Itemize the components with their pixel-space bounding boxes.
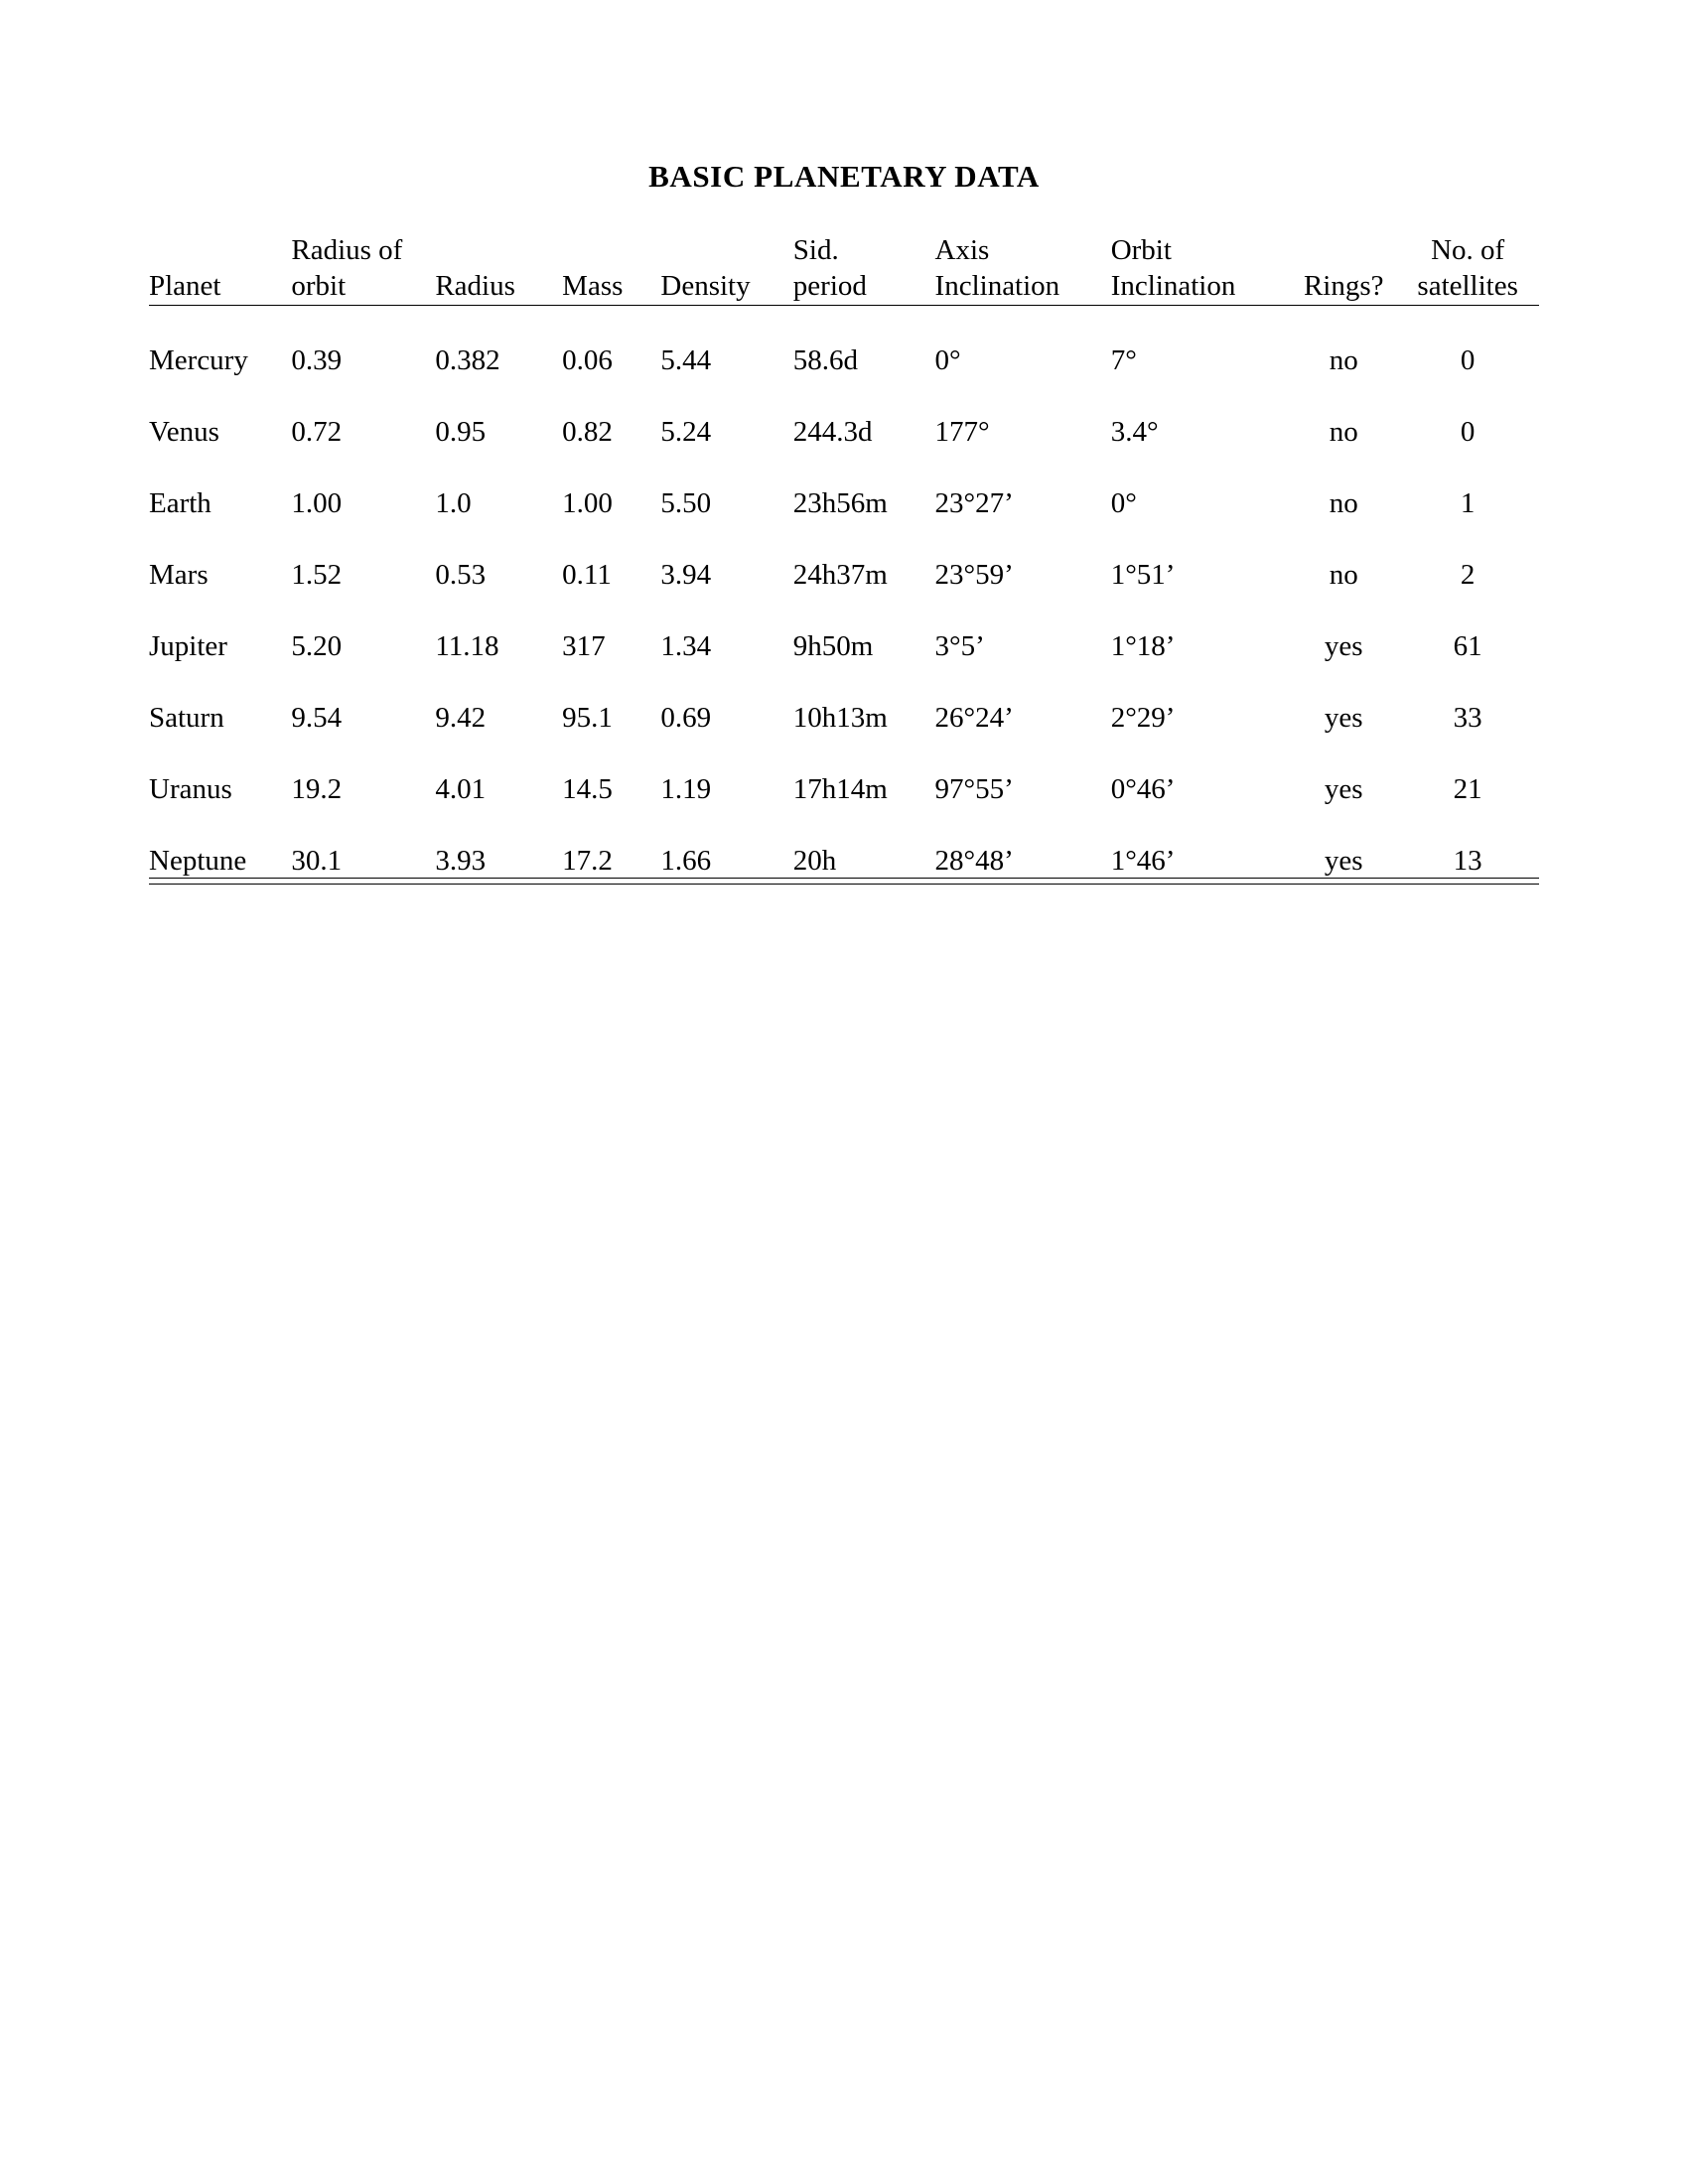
cell-planet: Saturn xyxy=(149,702,224,735)
column-header-planet xyxy=(149,233,291,304)
cell-radius: 11.18 xyxy=(435,630,499,663)
cell-sidereal-period: 58.6d xyxy=(792,344,859,377)
cell-axis-inclination: 23°27’ xyxy=(934,487,1014,520)
column-header-axis-inclination-line2: Inclination xyxy=(934,270,1060,302)
cell-mass: 14.5 xyxy=(562,773,613,806)
column-header-density xyxy=(660,233,792,304)
planetary-data-table-wrapper xyxy=(149,233,1539,885)
column-header-density-line2: Density xyxy=(660,270,751,302)
column-header-radius-line1 xyxy=(435,233,562,269)
cell-sidereal-period: 23h56m xyxy=(792,487,888,520)
cell-rings: yes xyxy=(1324,773,1363,806)
cell-sidereal-period: 20h xyxy=(792,845,837,878)
cell-orbit-inclination: 1°46’ xyxy=(1110,845,1176,878)
cell-planet: Neptune xyxy=(149,845,247,878)
column-header-radius-of-orbit xyxy=(291,233,435,304)
cell-rings: yes xyxy=(1324,702,1363,735)
cell-mass: 17.2 xyxy=(562,845,613,878)
cell-sidereal-period: 17h14m xyxy=(792,773,888,806)
cell-radius-of-orbit: 1.00 xyxy=(291,487,343,520)
column-header-satellites xyxy=(1396,233,1539,304)
cell-axis-inclination: 97°55’ xyxy=(934,773,1014,806)
cell-radius-of-orbit: 19.2 xyxy=(291,773,343,806)
cell-sidereal-period: 10h13m xyxy=(792,702,888,735)
cell-density: 1.34 xyxy=(660,630,712,663)
column-header-radius-line2: Radius xyxy=(435,270,515,302)
cell-mass: 95.1 xyxy=(562,702,613,735)
cell-radius: 0.95 xyxy=(435,416,487,449)
cell-radius: 1.0 xyxy=(435,487,472,520)
table-row xyxy=(149,306,1539,377)
cell-radius-of-orbit: 1.52 xyxy=(291,559,343,592)
table-row xyxy=(149,735,1539,806)
column-header-mass-line1 xyxy=(562,233,660,269)
column-header-sidereal-period-line2: period xyxy=(792,270,867,302)
cell-rings: no xyxy=(1329,487,1358,520)
cell-planet: Venus xyxy=(149,416,219,449)
cell-planet: Mars xyxy=(149,559,209,592)
cell-satellites: 1 xyxy=(1460,487,1476,520)
cell-planet: Jupiter xyxy=(149,630,227,663)
cell-radius-of-orbit: 5.20 xyxy=(291,630,343,663)
cell-mass: 0.82 xyxy=(562,416,613,449)
cell-radius-of-orbit: 0.72 xyxy=(291,416,343,449)
cell-radius: 0.53 xyxy=(435,559,487,592)
table-row xyxy=(149,663,1539,735)
column-header-mass xyxy=(562,233,660,304)
cell-radius-of-orbit: 9.54 xyxy=(291,702,343,735)
column-header-planet-line2: Planet xyxy=(149,270,221,302)
cell-rings: yes xyxy=(1324,845,1363,878)
cell-sidereal-period: 9h50m xyxy=(792,630,874,663)
column-header-satellites-line2: satellites xyxy=(1417,270,1518,302)
cell-rings: no xyxy=(1329,416,1358,449)
column-header-mass-line2: Mass xyxy=(562,270,624,302)
cell-sidereal-period: 244.3d xyxy=(792,416,873,449)
table-body xyxy=(149,306,1539,878)
column-header-sidereal-period-line1: Sid. xyxy=(792,234,839,266)
cell-planet: Uranus xyxy=(149,773,232,806)
cell-orbit-inclination: 7° xyxy=(1110,344,1137,377)
cell-orbit-inclination: 1°18’ xyxy=(1110,630,1176,663)
cell-planet: Earth xyxy=(149,487,211,520)
cell-satellites: 2 xyxy=(1460,559,1476,592)
cell-axis-inclination: 3°5’ xyxy=(934,630,985,663)
column-header-rings-line2: Rings? xyxy=(1303,270,1384,302)
cell-mass: 0.06 xyxy=(562,344,613,377)
column-header-rings xyxy=(1291,233,1396,304)
column-header-axis-inclination xyxy=(935,233,1111,304)
table-header xyxy=(149,233,1539,306)
cell-density: 5.50 xyxy=(660,487,712,520)
cell-satellites: 0 xyxy=(1460,416,1476,449)
cell-density: 1.66 xyxy=(660,845,712,878)
cell-axis-inclination: 28°48’ xyxy=(934,845,1014,878)
cell-satellites: 61 xyxy=(1453,630,1482,663)
table-bottom-double-rule xyxy=(149,878,1539,885)
cell-axis-inclination: 23°59’ xyxy=(934,559,1014,592)
column-header-satellites-line1: No. of xyxy=(1431,234,1505,266)
table-row xyxy=(149,449,1539,520)
cell-radius-of-orbit: 30.1 xyxy=(291,845,343,878)
column-header-orbit-inclination-line1: Orbit xyxy=(1110,234,1172,266)
cell-density: 5.24 xyxy=(660,416,712,449)
cell-density: 1.19 xyxy=(660,773,712,806)
cell-radius: 0.382 xyxy=(435,344,500,377)
cell-orbit-inclination: 0°46’ xyxy=(1110,773,1176,806)
cell-planet: Mercury xyxy=(149,344,248,377)
cell-satellites: 0 xyxy=(1460,344,1476,377)
cell-density: 3.94 xyxy=(660,559,712,592)
column-header-radius-of-orbit-line1: Radius of xyxy=(291,234,403,266)
cell-rings: no xyxy=(1329,559,1358,592)
column-header-rings-line1 xyxy=(1291,233,1396,269)
cell-mass: 317 xyxy=(562,630,606,663)
cell-orbit-inclination: 3.4° xyxy=(1110,416,1159,449)
column-header-orbit-inclination xyxy=(1111,233,1292,304)
cell-axis-inclination: 177° xyxy=(934,416,990,449)
cell-radius: 3.93 xyxy=(435,845,487,878)
table-row xyxy=(149,377,1539,449)
cell-axis-inclination: 26°24’ xyxy=(934,702,1014,735)
cell-density: 0.69 xyxy=(660,702,712,735)
cell-radius-of-orbit: 0.39 xyxy=(291,344,343,377)
column-header-radius xyxy=(435,233,562,304)
table-row xyxy=(149,520,1539,592)
cell-sidereal-period: 24h37m xyxy=(792,559,888,592)
cell-axis-inclination: 0° xyxy=(934,344,961,377)
header-row xyxy=(149,233,1539,304)
cell-mass: 1.00 xyxy=(562,487,613,520)
table-row xyxy=(149,592,1539,663)
column-header-orbit-inclination-line2: Inclination xyxy=(1110,270,1236,302)
cell-density: 5.44 xyxy=(660,344,712,377)
cell-radius: 9.42 xyxy=(435,702,487,735)
cell-satellites: 33 xyxy=(1453,702,1482,735)
column-header-density-line1 xyxy=(660,233,792,269)
column-header-planet-line1 xyxy=(149,233,291,269)
cell-orbit-inclination: 2°29’ xyxy=(1110,702,1176,735)
cell-orbit-inclination: 0° xyxy=(1110,487,1137,520)
cell-rings: yes xyxy=(1324,630,1363,663)
table-row xyxy=(149,806,1539,878)
cell-mass: 0.11 xyxy=(562,559,612,592)
cell-rings: no xyxy=(1329,344,1358,377)
cell-radius: 4.01 xyxy=(435,773,487,806)
column-header-radius-of-orbit-line2: orbit xyxy=(291,270,347,302)
planetary-data-table xyxy=(149,233,1539,878)
page-title: BASIC PLANETARY DATA xyxy=(648,159,1040,194)
column-header-sidereal-period xyxy=(793,233,935,304)
column-header-axis-inclination-line1: Axis xyxy=(934,234,990,266)
cell-satellites: 13 xyxy=(1453,845,1482,878)
cell-orbit-inclination: 1°51’ xyxy=(1110,559,1176,592)
cell-satellites: 21 xyxy=(1453,773,1482,806)
